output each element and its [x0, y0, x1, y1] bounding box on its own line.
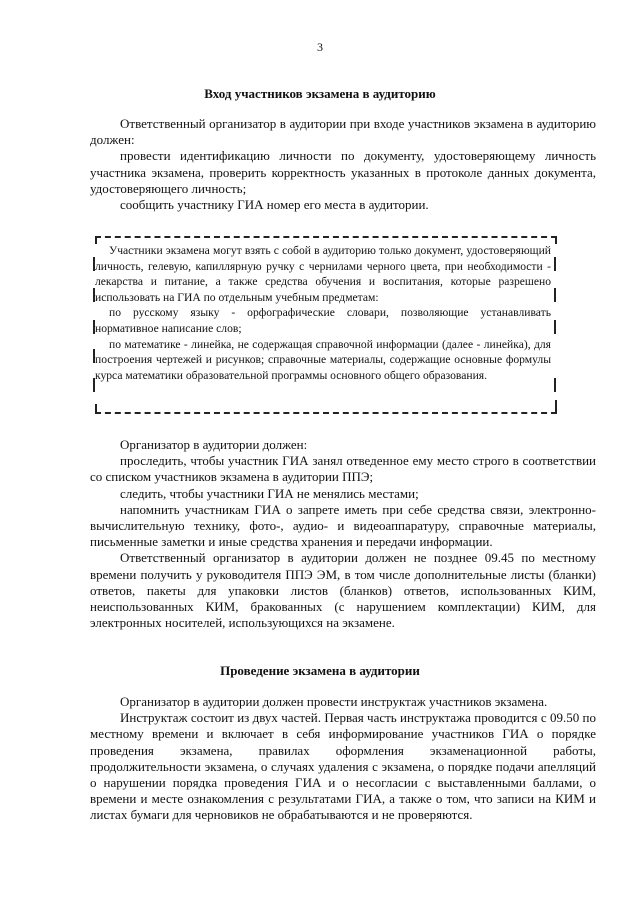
notice-side-bar	[554, 257, 556, 271]
section-title-conduct: Проведение экзамена в аудитории	[220, 663, 420, 678]
page-number: 3	[317, 40, 323, 54]
paragraph: следить, чтобы участники ГИА не менялись местами;	[120, 485, 419, 501]
paragraph: Организатор в аудитории должен провести инструктаж участников экзамена.	[120, 694, 548, 709]
notice-border-bottom	[95, 412, 557, 414]
notice-side-bar	[554, 378, 556, 392]
paragraph: по русскому языку - орфографические словари, позволяющие устанавливать нормативное написание слов;	[95, 306, 551, 335]
paragraph: Инструктаж состоит из двух частей. Первая часть инструктажа проводится с 09.50 по местному времени и включает в себя информирование участников ГИА о порядке проведения экзамена, правилах оформления экзаменационной работы, продолжительности экзамена, о случаях удаления с экзамена, о порядке подачи апелляций о нарушении порядка проведения ГИА и о несогласии с выставленными баллами, о времени и месте ознакомления с результатами ГИА, а также о том, что записи на КИМ и листах бумаги для черновиков не обрабатываются и не проверяются.	[90, 710, 596, 823]
paragraph: Участники экзамена могут взять с собой в аудиторию только документ, удостоверяющий личность, гелевую, капиллярную ручку с чернилами черного цвета, при необходимости - лекарства и питание, а также средства обучения и воспитания, которые разрешено использовать на ГИА по отдельным учебным предметам:	[95, 244, 551, 304]
notice-side-bar	[554, 288, 556, 302]
notice-corner	[555, 236, 557, 244]
notice-border-top	[95, 236, 557, 238]
paragraph: Организатор в аудитории должен:	[120, 437, 308, 452]
paragraph: Ответственный организатор в аудитории должен не позднее 09.45 по местному времени получить у руководителя ППЭ ЭМ, в том числе дополнительные листы (бланки) ответов, пакеты для упаковки листов (бланков) ответов, использованных КИМ, неиспользованных КИМ, бракованных (с нарушением комплектации) КИМ, для электронных носителей, использующихся на экзамене.	[90, 550, 596, 631]
paragraph: по математике - линейка, не содержащая справочной информации (далее - линейка), для построения чертежей и рисунков; справочные материалы, содержащие основные формулы курса математики образовательной программы основного общего образования.	[95, 337, 551, 382]
paragraph: напомнить участникам ГИА о запрете иметь при себе средства связи, электронно-вычислительную технику, фото-, аудио- и видеоаппаратуру, справочные материалы, письменные заметки и иные средства хранения и передачи информации.	[90, 501, 596, 550]
conduct-text-block	[90, 694, 596, 824]
notice-side-bar	[554, 320, 556, 334]
paragraph: сообщить участнику ГИА номер его места в аудитории.	[120, 197, 429, 213]
organizer-duties-block	[90, 437, 596, 631]
notice-corner	[95, 404, 97, 412]
paragraph: провести идентификацию личности по документу, удостоверяющему личность участника экзамена, проверить корректность указанных в протоколе данных документа, удостоверяющего личность;	[90, 148, 596, 196]
paragraph: проследить, чтобы участник ГИА занял отведенное ему место строго в соответствии со списком участников экзамена в аудитории ППЭ;	[90, 453, 596, 485]
section-title-entry: Вход участников экзамена в аудиторию	[204, 86, 436, 101]
notice-box	[95, 236, 555, 412]
entry-text-block	[90, 116, 596, 213]
notice-text	[95, 243, 551, 383]
paragraph: Ответственный организатор в аудитории при входе участников экзамена в аудиторию должен:	[90, 116, 596, 148]
